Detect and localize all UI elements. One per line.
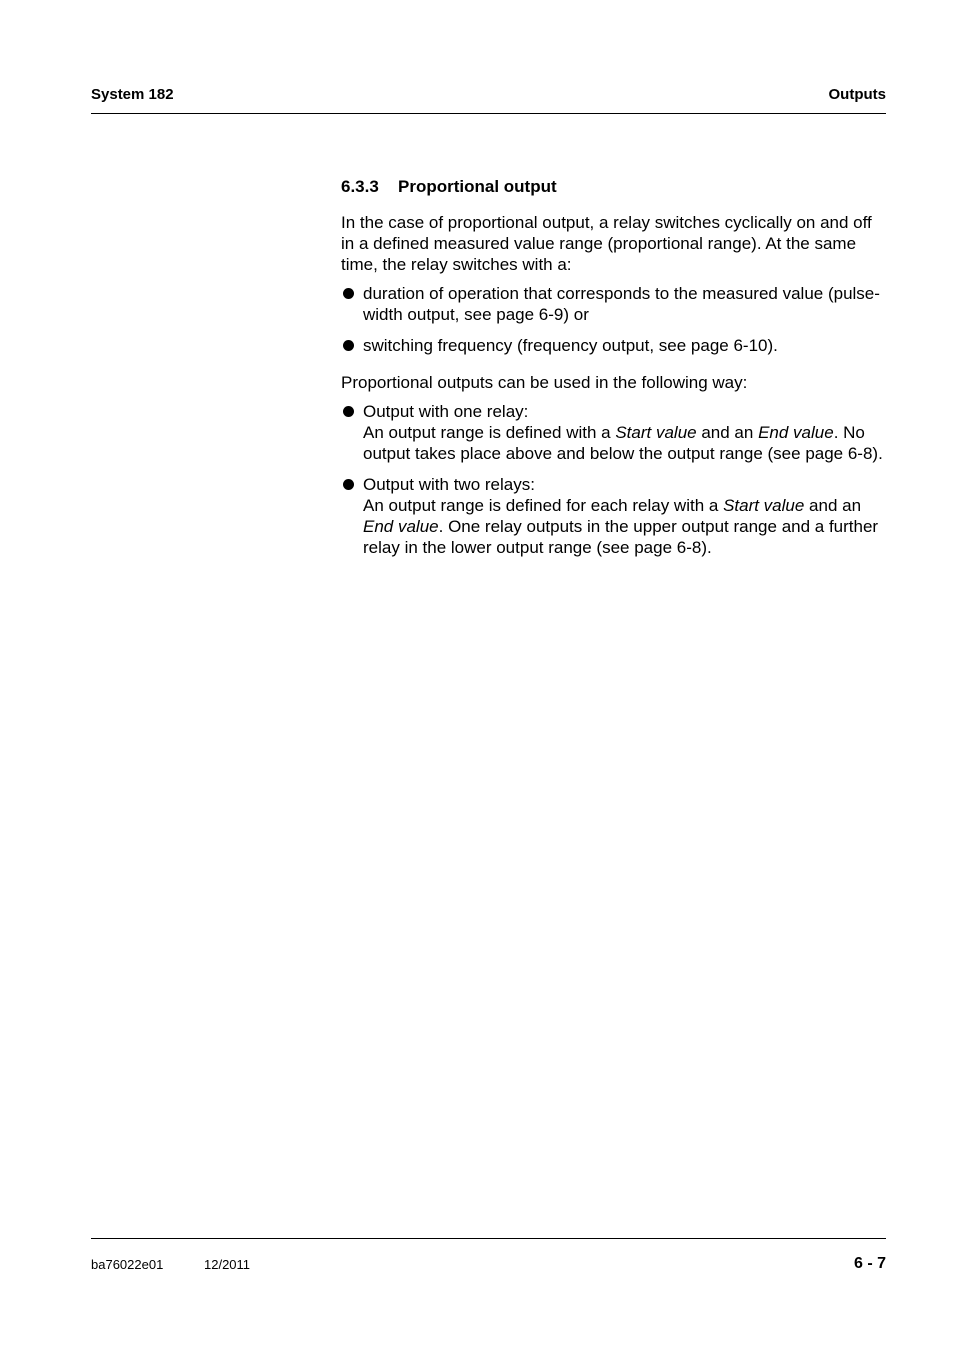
- list-item: [341, 335, 886, 356]
- bullet-icon: [343, 479, 354, 490]
- list-item: [341, 283, 886, 325]
- bullet-icon: [343, 340, 354, 351]
- section-heading: [341, 176, 886, 197]
- bullet-icon: [343, 288, 354, 299]
- term-start-value: Start value: [723, 496, 805, 515]
- running-header-chapter: Outputs: [828, 86, 886, 103]
- footer-rule: [91, 1238, 886, 1239]
- bullet-icon: [343, 406, 354, 417]
- list-item-text: An output range is defined with a Start value and an End value. No output takes place above and below the output range (see page 6-8).: [363, 423, 883, 463]
- section-title: Proportional output: [398, 177, 557, 196]
- list-item: [341, 401, 886, 464]
- list-item-title: Output with two relays:: [363, 475, 535, 494]
- intro-paragraph: In the case of proportional output, a relay switches cyclically on and off in a defined measured value range (proportional range). At the same time, the relay switches with a:: [341, 213, 872, 274]
- document-date: 12/2011: [204, 1257, 251, 1272]
- main-content: [341, 176, 886, 568]
- term-end-value: End value: [758, 423, 834, 442]
- running-header-product: System 182: [91, 86, 174, 103]
- page-number: 6 - 7: [853, 1255, 886, 1272]
- section-number: 6.3.3: [341, 177, 379, 196]
- usage-list: [341, 401, 886, 558]
- list-item-title: Output with one relay:: [363, 402, 529, 421]
- list-item: [341, 474, 886, 558]
- output-type-list: [341, 283, 886, 356]
- list-item-text: duration of operation that corresponds to the measured value (pulse-width output, see page 6-9) or: [363, 284, 880, 324]
- header-rule: [91, 113, 886, 114]
- term-start-value: Start value: [615, 423, 697, 442]
- term-end-value: End value: [363, 517, 439, 536]
- document-id: ba76022e01: [91, 1257, 164, 1272]
- list-item-text: An output range is defined for each relay with a Start value and an End value. One relay outputs in the upper output range and a further relay in the lower output range (see page 6-8).: [363, 496, 879, 557]
- list-item-text: switching frequency (frequency output, see page 6-10).: [363, 336, 778, 355]
- usage-paragraph: Proportional outputs can be used in the following way:: [341, 373, 748, 392]
